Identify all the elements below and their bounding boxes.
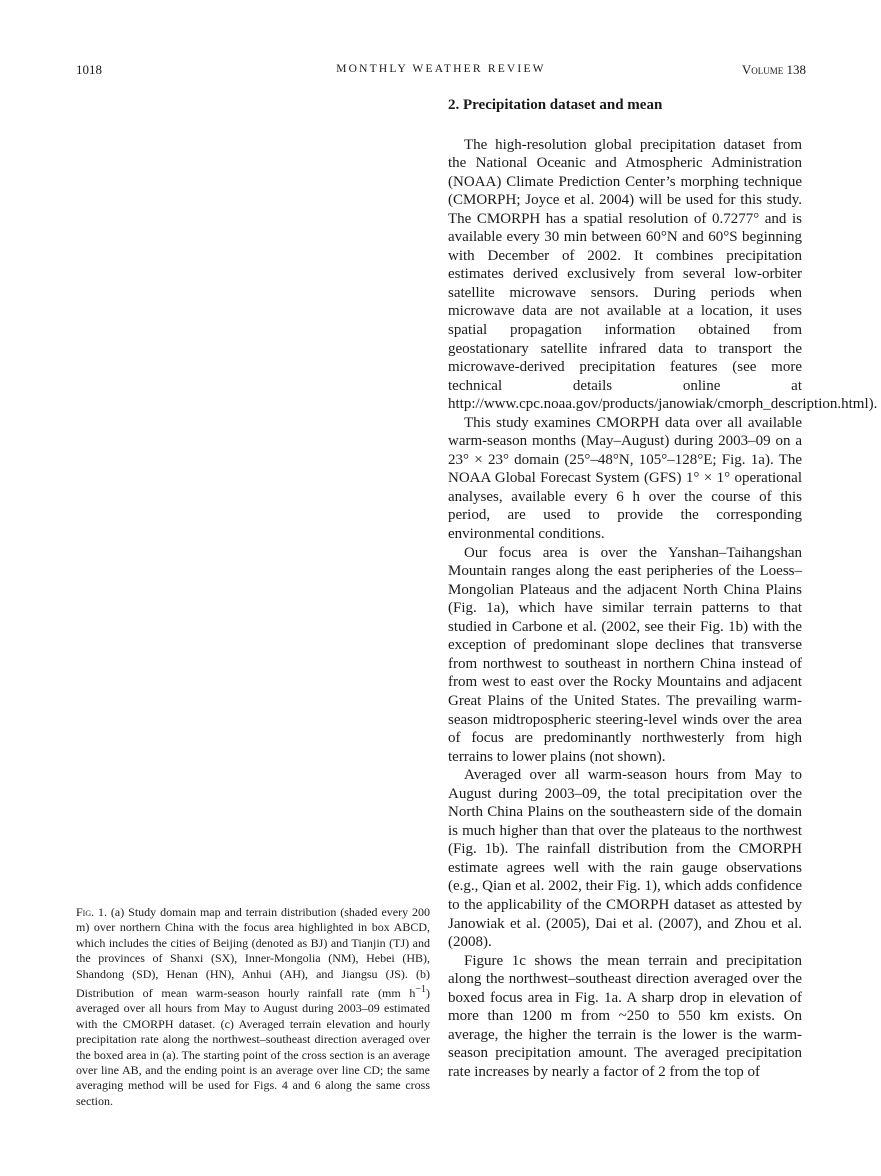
paragraph: The high-resolution global precipitation dataset from the National Oceanic and Atmospheric Administration (NOAA) Climate Prediction Center’s morphing technique (CMORPH; Joyce et al. 2004) will be used for this study. The CMORPH has a spatial resolution of 0.7277° and is available every 30 min between 60°N and 60°S beginning with December of 2002. It combines precipitation estimates derived exclusively from several low-orbiter satellite microwave sensors. During periods when microwave data are not available at a location, it uses spatial propagation information obtained from geostationary satellite infrared data to transport the microwave-derived precipitation features (see more technical details online at http://www.cpc.noaa.gov/products/janowiak/cmorph_description.html). bbox=[448, 136, 878, 413]
paragraph: Figure 1c shows the mean terrain and precipitation along the northwest–southeast direction averaged over the boxed focus area in Fig. 1a. A sharp drop in elevation of more than 1200 m from ~250 to 550 km exists. On average, the higher the terrain is the lower is the warm-season precipitation amount. The averaged precipitation rate increases by nearly a factor of 2 from the top of bbox=[448, 952, 802, 1080]
page-header bbox=[76, 62, 806, 80]
paragraph: Averaged over all warm-season hours from May to August during 2003–09, the total precipitation over the North China Plains on the southeastern side of the domain is much higher than that over the plateaus to the northwest (Fig. 1b). The rainfall distribution from the CMORPH estimate agrees well with the rain gauge observations (e.g., Qian et al. 2002, their Fig. 1), which adds confidence to the applicability of the CMORPH dataset as attested by Janowiak et al. (2005), Dai et al. (2007), and Zhou et al. (2008). bbox=[448, 767, 802, 951]
caption-superscript: −1 bbox=[415, 984, 426, 996]
journal-title: MONTHLY WEATHER REVIEW bbox=[336, 63, 546, 75]
volume-label: Volume 138 bbox=[741, 62, 806, 77]
caption-text: (a) Study domain map and terrain distribution (shaded every 200 m) over northern China with the focus area highlighted in box ABCD, which includes the cities of Beijing (denoted as BJ) and Tianjin (TJ) and the provinces of Shanxi (SX), Inner-Mongolia (NM), Hebei (HB), Shandong (SD), Henan (HN), Anhui (AH), and Jiangsu (JS). (b) Distribution of mean warm-season hourly rainfall rate (mm h bbox=[76, 905, 431, 1001]
page-number: 1018 bbox=[76, 62, 102, 77]
paragraph: Our focus area is over the Yanshan–Taihangshan Mountain ranges along the east peripheries of the Loess–Mongolian Plateaus and the adjacent North China Plains (Fig. 1a), which have similar terrain patterns to that studied in Carbone et al. (2002, see their Fig. 1b) with the exception of predominant slope declines that transverse from northwest to southeast in northern China instead of from west to east over the Rocky Mountains and adjacent Great Plains of the United States. The prevailing warm-season midtropospheric steering-level winds over the area of focus are predominantly northwesterly from high terrains to lower plains (not shown). bbox=[448, 544, 802, 765]
paragraph: This study examines CMORPH data over all available warm-season months (May–August) during 2003–09 on a 23° × 23° domain (25°–48°N, 105°–128°E; Fig. 1a). The NOAA Global Forecast System (GFS) 1° × 1° operational analyses, available every 6 h over the course of this period, are used to provide the corresponding environmental conditions. bbox=[448, 414, 802, 543]
section-title: 2. Precipitation dataset and mean bbox=[448, 97, 663, 113]
figure-label: Fig. 1. bbox=[76, 905, 108, 919]
caption-text-continued: ) averaged over all hours from May to August during 2003–09 estimated with the CMORPH dataset. (c) Averaged terrain elevation and hourly precipitation rate along the northwest–southeast direction averaged over the boxed area in (a). The starting point of the cross section is an average over line AB, and the ending point is an average over line CD; the same averaging method will be used for Figs. 4 and 6 along the same cross section. bbox=[76, 986, 430, 1108]
figure-caption bbox=[76, 905, 430, 1109]
right-column bbox=[448, 96, 878, 1081]
